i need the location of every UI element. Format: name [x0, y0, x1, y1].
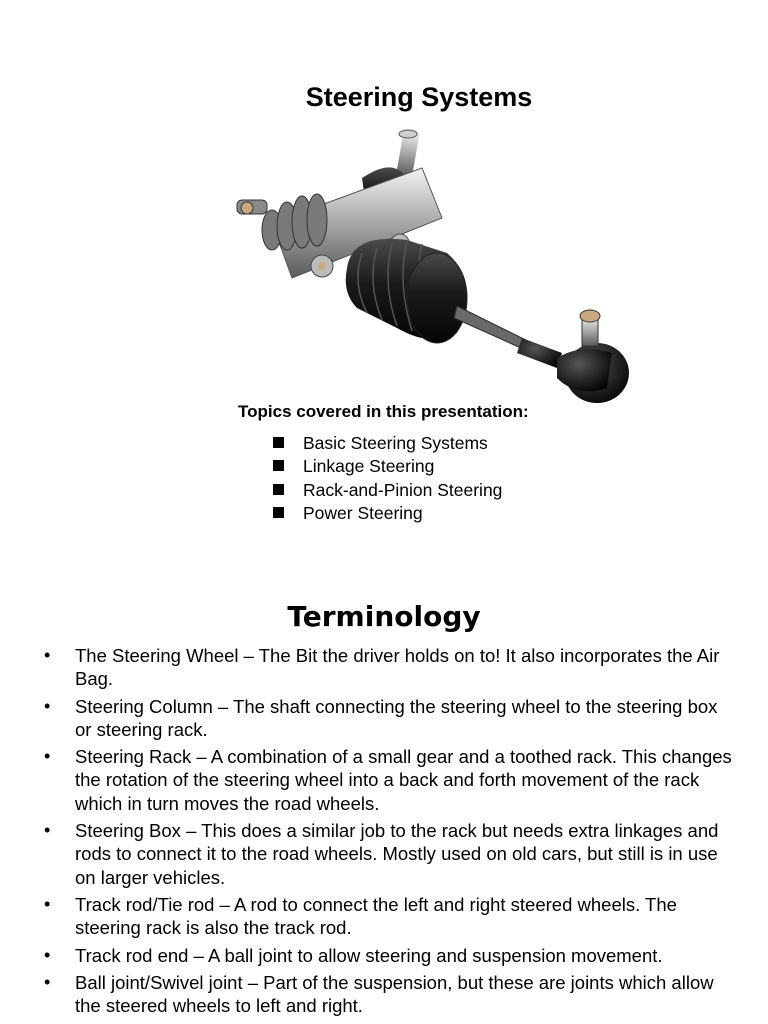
bullet-icon: •	[44, 695, 51, 716]
list-item: Linkage Steering	[273, 455, 502, 478]
list-item: Basic Steering Systems	[273, 432, 502, 455]
square-bullet-icon	[273, 460, 284, 471]
slide-title: Steering Systems	[305, 82, 533, 112]
topics-list	[273, 432, 502, 525]
list-item: Power Steering	[273, 502, 502, 525]
square-bullet-icon	[273, 437, 284, 448]
list-item: • Steering Column – The shaft connecting the steering wheel to the steering box or steering rack.	[44, 695, 718, 740]
bullet-icon: •	[44, 944, 51, 965]
list-item: • Steering Box – This does a similar job to the rack but needs extra linkages and rods to connect it to the road wheels. Mostly used on old cars, but still is in use on larger vehicles.	[44, 820, 719, 888]
bullet-icon: •	[44, 971, 51, 992]
bullet-icon: •	[44, 746, 51, 767]
square-bullet-icon	[273, 484, 284, 495]
list-item: • Ball joint/Swivel joint – Part of the suspension, but these are joints which allow the steered wheels to left and right.	[44, 971, 714, 1017]
list-item: Rack-and-Pinion Steering	[273, 479, 502, 502]
list-item: • Track rod end – A ball joint to allow steering and suspension movement.	[44, 944, 663, 966]
square-bullet-icon	[273, 507, 284, 518]
list-item: • Track rod/Tie rod – A rod to connect the left and right steered wheels. The steering rack is also the track rod.	[44, 893, 677, 939]
terminology-list	[44, 644, 734, 1021]
topics-heading: Topics covered in this presentation:	[238, 402, 529, 421]
terminology-heading: Terminology	[287, 600, 481, 633]
bullet-icon: •	[44, 645, 51, 665]
rack-and-pinion-steering-assembly-icon	[232, 128, 632, 413]
bullet-icon: •	[44, 893, 51, 914]
list-item: • The Steering Wheel – The Bit the driver holds on to! It also incorporates the Air Bag.	[44, 645, 720, 690]
bullet-icon: •	[44, 820, 51, 841]
list-item: • Steering Rack – A combination of a small gear and a toothed rack. This changes the rotation of the steering wheel into a back and forth movement of the rack which in turn moves the road wheels.	[44, 746, 732, 814]
